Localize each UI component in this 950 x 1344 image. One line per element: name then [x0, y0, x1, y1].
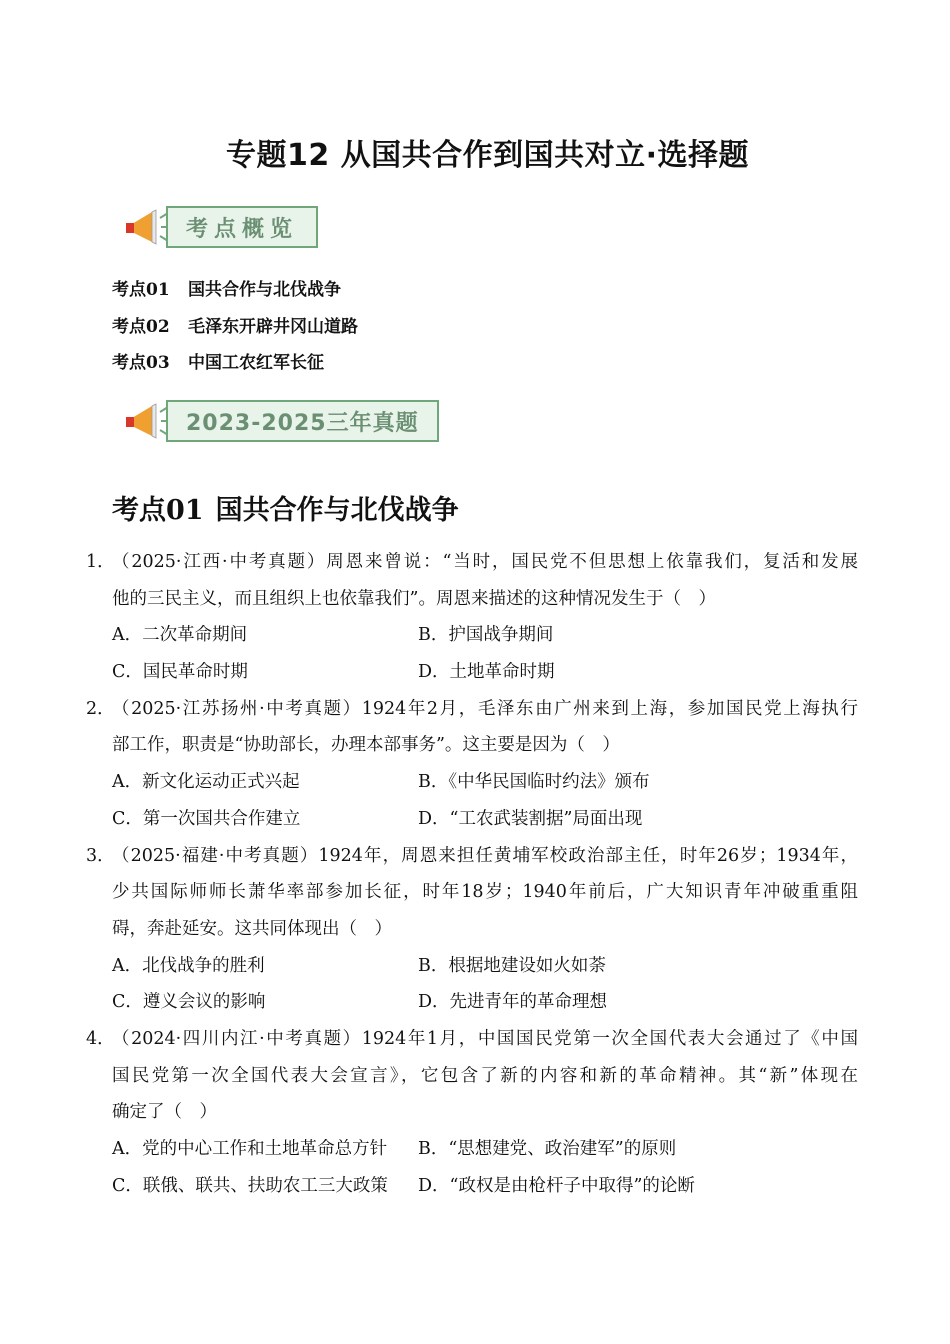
- question-stem-line: 国民党第一次全国代表大会宣言》，它包含了新的内容和新的革命精神。其“新”体现在: [112, 1065, 858, 1086]
- option-b[interactable]: B．《中华民国临时约法》颁布: [418, 772, 650, 793]
- question-stem-line: 确定了（ ）: [112, 1102, 217, 1123]
- outline-item: 考点03 中国工农红军长征: [112, 353, 324, 373]
- question-stem-line: 少共国际师师长萧华率部参加长征，时年18岁；1940年前后，广大知识青年冲破重重阻: [112, 882, 858, 903]
- question-number: 3．: [86, 845, 115, 866]
- section-heading: 考点01 国共合作与北伐战争: [112, 495, 459, 526]
- outline-item: 考点01 国共合作与北伐战争: [112, 280, 341, 300]
- question-number: 2．: [86, 698, 115, 719]
- outline-item: 考点02 毛泽东开辟井冈山道路: [112, 316, 358, 337]
- question-item: [0, 544, 950, 691]
- option-a[interactable]: A．北伐战争的胜利: [112, 955, 265, 976]
- question-number: 4．: [86, 1028, 115, 1049]
- overview-banner-label: 考点概览: [166, 206, 318, 248]
- question-stem-line: 他的三民主义，而且组织上也依靠我们”。周恩来描述的这种情况发生于（ ）: [112, 588, 716, 609]
- question-stem-line: （2025·福建·中考真题）1924年，周恩来担任黄埔军校政治部主任，时年26岁；1934年，: [112, 845, 858, 866]
- question-list: [0, 544, 950, 1204]
- option-c[interactable]: C．国民革命时期: [112, 662, 248, 683]
- option-b[interactable]: B．根据地建设如火如荼: [418, 955, 606, 976]
- question-stem-line: 部工作，职责是“协助部长，办理本部事务”。这主要是因为（ ）: [112, 735, 620, 756]
- option-c[interactable]: C．联俄、联共、扶助农工三大政策: [112, 1175, 388, 1196]
- overview-banner: [122, 204, 318, 250]
- real-exams-banner-label: 2023-2025三年真题: [166, 400, 439, 442]
- option-b[interactable]: B．“思想建党、政治建军”的原则: [418, 1139, 677, 1159]
- question-number: 1．: [86, 552, 115, 572]
- option-d[interactable]: D．“政权是由枪杆子中取得”的论断: [418, 1175, 695, 1196]
- question-stem-line: 碍，奔赴延安。这共同体现出（ ）: [112, 918, 392, 939]
- option-a[interactable]: A．新文化运动正式兴起: [112, 772, 300, 793]
- question-item: [0, 691, 950, 838]
- option-b[interactable]: B．护国战争期间: [418, 625, 554, 646]
- option-c[interactable]: C．遵义会议的影响: [112, 992, 266, 1013]
- option-d[interactable]: D．先进青年的革命理想: [418, 992, 608, 1013]
- question-stem-line: （2025·江苏扬州·中考真题）1924年2月，毛泽东由广州来到上海，参加国民党上海执行: [112, 698, 858, 719]
- page-title: 专题12 从国共合作到国共对立·选择题: [225, 138, 750, 173]
- option-a[interactable]: A．二次革命期间: [112, 625, 248, 646]
- real-exams-banner: [122, 398, 439, 444]
- option-d[interactable]: D．“工农武装割据”局面出现: [418, 808, 643, 829]
- question-item: [0, 1021, 950, 1204]
- question-stem-line: （2024·四川内江·中考真题）1924年1月，中国国民党第一次全国代表大会通过了《中国: [112, 1028, 858, 1049]
- option-a[interactable]: A．党的中心工作和土地革命总方针: [112, 1139, 388, 1159]
- question-item: [0, 838, 950, 1021]
- option-c[interactable]: C．第一次国共合作建立: [112, 808, 301, 829]
- topic-outline: [112, 278, 358, 388]
- question-stem-line: （2025·江西·中考真题）周恩来曾说：“当时，国民党不但思想上依靠我们，复活和发展: [112, 552, 858, 572]
- option-d[interactable]: D．土地革命时期: [418, 662, 555, 683]
